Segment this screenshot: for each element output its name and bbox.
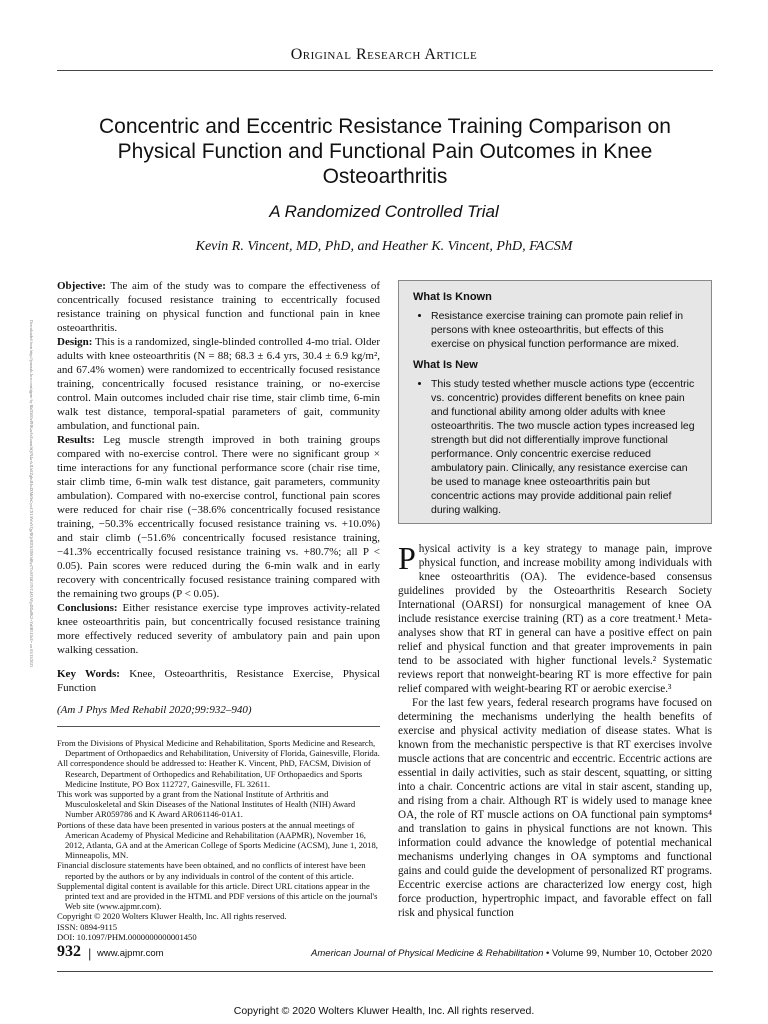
- article-subtitle: A Randomized Controlled Trial: [269, 202, 499, 221]
- footer-rule: [57, 971, 713, 972]
- known-heading: What Is Known: [413, 291, 492, 303]
- affiliation-line: Portions of these data have been presented in various posters at the annual meetings of American Academy of Physical Medicine and Rehabilitation (AAPMR), November 16, 2012, Atlanta, GA and at the American College of Sports Medicine (ACSM), June 1, 2018, Minneapolis, MN.: [57, 819, 378, 861]
- affiliations: [57, 738, 380, 942]
- affiliation-line: DOI: 10.1097/PHM.0000000000001450: [57, 931, 197, 942]
- design-label: Design:: [57, 336, 93, 348]
- drop-cap: P: [398, 540, 416, 576]
- article-authors: Kevin R. Vincent, MD, PhD, and Heather K. Vincent, PhD, FACSM: [195, 239, 573, 254]
- footer-separator: |: [88, 946, 92, 961]
- results-label: Results:: [57, 434, 95, 446]
- abstract: [57, 279, 380, 717]
- design-text: This is a randomized, single-blinded controlled 4-mo trial. Older adults with knee osteoarthritis (N = 88; 68.3 ± 6.4 yrs, 30.4 ± 6.9 kg/m², and 67.4% women) were randomized to eccentrically focused resistance training, concentrically focused resistance training, or no-exercise control. Main outcomes included chair rise time, stair climb time, 6-min walk test distance, temporal-spatial parameters of gait, community ambulation, and functional pain.: [57, 336, 380, 432]
- abstract-conclusions: [57, 601, 380, 657]
- affiliation-line: ISSN: 0894-9115: [57, 921, 118, 932]
- abstract-objective: [57, 279, 380, 335]
- download-sidebar-text: Downloaded from http://journals.lww.com/ajpmr by BhDMf5ePHKav1zEoum1tQfN4a+kJLhEZgbsIHo4XMi0hCywCX1AWnYQp/IlQrHD3i3D0OdRyi7TvSFl4Cf3VC4/OAVpDDa8K2+Ya6H515kE= on 05/15/2023: [29, 320, 34, 668]
- journal-volume: Volume 99, Number 10, October 2020: [551, 948, 712, 959]
- download-sidebar: [24, 320, 34, 720]
- abstract-keywords: [57, 667, 380, 695]
- objective-text: The aim of the study was to compare the effectiveness of concentrically focused resistance training to eccentrically focused resistance training on physical function and functional pain in knee osteoarthritis.: [57, 280, 380, 334]
- affiliation-line: Supplemental digital content is available for this article. Direct URL citations appear in the printed text and are provided in the HTML and PDF versions of this article on the journal's Web site (www.ajpmr.com).: [57, 880, 378, 912]
- footer-bullet: •: [546, 948, 550, 959]
- abstract-divider: [57, 726, 380, 727]
- objective-label: Objective:: [57, 280, 106, 292]
- journal-name: American Journal of Physical Medicine & Rehabilitation: [311, 948, 544, 959]
- known-list: [413, 309, 697, 351]
- results-text: Leg muscle strength improved in both training groups compared with no-exercise control. There were no significant group × time interactions for any functional performance score (chair rise time, stair climb time, 6-min walk test distance, gait parameters, community ambulation). Compared with no-exercise control, functional pain scores were reduced for chair rise (−38.6% concentrically focused resistance training, −50.3% eccentrically focused resistance training vs. +10.0%) and stair climb (−51.6% concentrically focused resistance training, −41.3% eccentrically focused resistance training vs. +80.7%; all P < 0.05). Pain scores were reduced during the 6-min walk and in early recovery with concentrically focused resistance training compared with the remaining two groups (P < 0.05).: [57, 434, 380, 600]
- affiliation-line: This work was supported by a grant from the National Institute of Arthritis and Musculoskeletal and Skin Diseases of the National Institutes of Health (NIH) Award Number AR059786 and K Award AR061146-01A1.: [57, 789, 356, 820]
- key-points-box: [398, 280, 712, 524]
- article-title: Concentric and Eccentric Resistance Training Comparison on Physical Function and Functional Pain Outcomes in Knee Osteoarthritis: [99, 115, 671, 188]
- journal-info: [311, 948, 712, 959]
- new-heading: What Is New: [413, 359, 478, 371]
- page-number: 932: [57, 943, 81, 960]
- affiliation-line: Copyright © 2020 Wolters Kluwer Health, Inc. All rights reserved.: [57, 911, 287, 922]
- body-paragraph-2: For the last few years, federal research programs have focused on determining the mechanisms underlying the health benefits of exercise and physical activity mediation of disease states. What is known from the mechanistic perspective is that RT exercises involve muscle actions that are concentric and eccentric. Eccentric actions are essential in daily activities, such as stair descent, squatting, or sitting into a chair. Concentric actions are vital in stair ascent, standing up, and rising from a chair. Although RT is widely used to manage knee OA, the role of RT muscle actions on OA functional pain symptoms⁴ and translation to gains in physical functions are not known. This information could advance the knowledge of potential mechanical mechanisms underlying changes in OA symptoms and functional gains and could guide the development of personalized RT programs. Eccentric exercise actions are characterized low energy cost, high force production, hypertrophic impact, and favorable effect on fall risk and physical function: [398, 697, 712, 919]
- abstract-citation: [57, 703, 380, 717]
- affiliation-line: From the Divisions of Physical Medicine and Rehabilitation, Sports Medicine and Research, Department of Orthopaedics and Rehabilitation, University of Florida, Gainesville, Florida.: [57, 738, 380, 759]
- header-rule: [57, 70, 713, 71]
- affiliation-line: All correspondence should be addressed to: Heather K. Vincent, PhD, FACSM, Division of Research, Department of Orthopedics and Rehabilitation, UF Orthopaedics and Sports Medicine Institute, PO Box 112727, Gainesville, FL 32611.: [57, 758, 371, 789]
- paragraph-1-text: hysical activity is a key strategy to manage pain, improve physical function, and increase mobility among individuals with knee osteoarthritis (OA). The evidence-based consensus guidelines provided by the Osteoarthritis Research Society International (OARSI) for nonsurgical management of knee OA include resistance exercise training (RT) as a core treatment.¹ Meta-analyses show that RT in general can have a positive effect on pain relief and physical function and that greater improvements in pain tend to be associated with higher functional levels.² Systematic reviews report that nonweight-bearing RT is more effective for pain relief compared with weight-bearing RT or aerobic exercise.³: [398, 543, 712, 695]
- body-paragraph-1: [398, 542, 712, 696]
- journal-website-link[interactable]: www.ajpmr.com: [97, 948, 164, 959]
- abstract-design: [57, 335, 380, 433]
- abstract-results: [57, 433, 380, 601]
- citation-text: (Am J Phys Med Rehabil 2020;99:932–940): [57, 704, 252, 716]
- new-item: • This study tested whether muscle actions type (eccentric vs. concentric) provides different benefits on knee pain and functional ability among older adults with knee osteoarthritis. The two muscle action types increased leg strength but did not differentially improve functional performance. Only concentric exercise reduced ambulatory pain. Clinically, any resistance exercise can be used to manage knee osteoarthritis pain but concentric actions may provide additional pain relief during walking.: [431, 377, 697, 517]
- conclusions-text: Either resistance exercise type improves activity-related knee osteoarthritis pain, but concentrically focused resistance training more effectively reduced severity of ambulatory pain and pain upon walking cessation.: [57, 602, 381, 656]
- keywords-label: Key Words:: [57, 668, 120, 680]
- new-list: [413, 377, 697, 517]
- body-text: [398, 542, 712, 920]
- keywords-text: Knee, Osteoarthritis, Resistance Exercise, Physical Function: [57, 668, 381, 694]
- affiliation-line: Financial disclosure statements have been obtained, and no conflicts of interest have been reported by the authors or by any individuals in control of the content of this article.: [57, 860, 366, 881]
- page-copyright: Copyright © 2020 Wolters Kluwer Health, Inc. All rights reserved.: [233, 1005, 535, 1017]
- conclusions-label: Conclusions:: [57, 602, 118, 614]
- section-label: Original Research Article: [290, 46, 478, 63]
- known-item: • Resistance exercise training can promote pain relief in persons with knee osteoarthritis, but effects of this exercise on physical function performance are mixed.: [431, 309, 697, 351]
